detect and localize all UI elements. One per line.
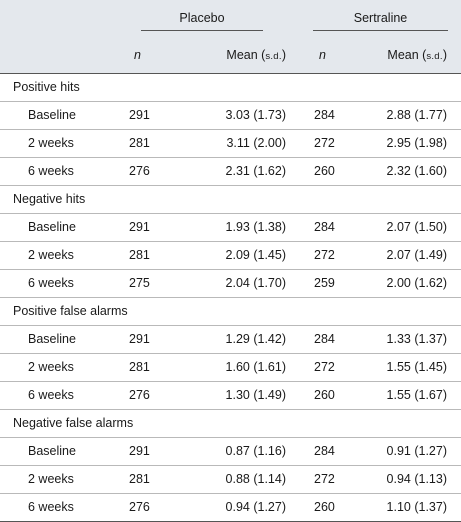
sertraline-n-cell: 284 bbox=[314, 444, 335, 458]
sertraline-n-cell: 272 bbox=[314, 472, 335, 486]
group-underline-placebo bbox=[141, 30, 263, 31]
table-row bbox=[0, 242, 461, 270]
section-title: Negative hits bbox=[13, 192, 86, 206]
mean-header-text: Mean ( bbox=[387, 48, 427, 62]
table-row bbox=[0, 130, 461, 158]
table-row bbox=[0, 354, 461, 382]
group-underline-sertraline bbox=[313, 30, 448, 31]
row-label: 2 weeks bbox=[28, 360, 74, 374]
sertraline-n-cell: 272 bbox=[314, 248, 335, 262]
row-label: Baseline bbox=[28, 108, 76, 122]
sertraline-mean-cell: 2.88 (1.77) bbox=[386, 108, 447, 122]
table-row bbox=[0, 466, 461, 494]
section-row bbox=[0, 410, 461, 438]
placebo-n-cell: 276 bbox=[129, 388, 150, 402]
sertraline-n-cell: 259 bbox=[314, 276, 335, 290]
sertraline-n-cell: 260 bbox=[314, 164, 335, 178]
sertraline-n-cell: 272 bbox=[314, 136, 335, 150]
row-label: Baseline bbox=[28, 332, 76, 346]
sertraline-n-cell: 284 bbox=[314, 220, 335, 234]
table-row bbox=[0, 214, 461, 242]
mean-header-text: Mean ( bbox=[226, 48, 266, 62]
section-title: Negative false alarms bbox=[13, 416, 134, 430]
sertraline-mean-cell: 2.00 (1.62) bbox=[386, 276, 447, 290]
placebo-mean-cell: 1.29 (1.42) bbox=[225, 332, 286, 346]
row-label: 6 weeks bbox=[28, 500, 74, 514]
sertraline-n-cell: 284 bbox=[314, 108, 335, 122]
table-row bbox=[0, 326, 461, 354]
row-label: 6 weeks bbox=[28, 164, 74, 178]
placebo-n-cell: 276 bbox=[129, 164, 150, 178]
placebo-n-cell: 281 bbox=[129, 360, 150, 374]
group-header-placebo: Placebo bbox=[179, 11, 225, 25]
placebo-mean-cell: 3.11 (2.00) bbox=[226, 136, 286, 150]
mean-header-placebo bbox=[226, 48, 286, 62]
sertraline-n-cell: 260 bbox=[314, 500, 335, 514]
sertraline-mean-cell: 1.55 (1.67) bbox=[386, 388, 447, 402]
sertraline-mean-cell: 2.07 (1.50) bbox=[386, 220, 447, 234]
sertraline-n-cell: 272 bbox=[314, 360, 335, 374]
placebo-n-cell: 281 bbox=[129, 248, 150, 262]
placebo-n-cell: 291 bbox=[129, 220, 150, 234]
placebo-mean-cell: 2.09 (1.45) bbox=[225, 248, 286, 262]
placebo-mean-cell: 2.31 (1.62) bbox=[225, 164, 286, 178]
section-title: Positive false alarms bbox=[13, 304, 128, 318]
placebo-mean-cell: 3.03 (1.73) bbox=[225, 108, 286, 122]
mean-header-close: ) bbox=[281, 48, 286, 62]
sertraline-mean-cell: 0.91 (1.27) bbox=[386, 444, 447, 458]
section-title: Positive hits bbox=[13, 80, 80, 94]
row-label: 6 weeks bbox=[28, 388, 74, 402]
sertraline-mean-cell: 0.94 (1.13) bbox=[386, 472, 447, 486]
sertraline-mean-cell: 2.07 (1.49) bbox=[386, 248, 447, 262]
row-label: Baseline bbox=[28, 220, 76, 234]
sertraline-mean-cell: 1.33 (1.37) bbox=[386, 332, 447, 346]
row-label: 2 weeks bbox=[28, 136, 74, 150]
placebo-n-cell: 281 bbox=[129, 472, 150, 486]
placebo-n-cell: 291 bbox=[129, 108, 150, 122]
row-label: 2 weeks bbox=[28, 248, 74, 262]
placebo-mean-cell: 0.87 (1.16) bbox=[225, 444, 286, 458]
mean-header-sertraline bbox=[387, 48, 447, 62]
group-header-sertraline: Sertraline bbox=[353, 11, 408, 25]
sertraline-mean-cell: 1.55 (1.45) bbox=[386, 360, 447, 374]
sertraline-mean-cell: 2.95 (1.98) bbox=[386, 136, 447, 150]
section-row bbox=[0, 74, 461, 102]
row-label: 6 weeks bbox=[28, 276, 74, 290]
sertraline-n-cell: 284 bbox=[314, 332, 335, 346]
sertraline-n-cell: 260 bbox=[314, 388, 335, 402]
table-row bbox=[0, 158, 461, 186]
placebo-mean-cell: 0.88 (1.14) bbox=[225, 472, 286, 486]
sd-header-text: s.d. bbox=[265, 51, 282, 62]
placebo-mean-cell: 1.93 (1.38) bbox=[225, 220, 286, 234]
n-header-sertraline: n bbox=[319, 48, 326, 62]
table-header bbox=[0, 0, 461, 74]
placebo-mean-cell: 1.60 (1.61) bbox=[225, 360, 286, 374]
placebo-n-cell: 291 bbox=[129, 332, 150, 346]
mean-header-close: ) bbox=[442, 48, 447, 62]
table-row bbox=[0, 102, 461, 130]
table-row bbox=[0, 494, 461, 522]
table-row bbox=[0, 382, 461, 410]
sertraline-mean-cell: 2.32 (1.60) bbox=[386, 164, 447, 178]
placebo-mean-cell: 0.94 (1.27) bbox=[225, 500, 286, 514]
placebo-mean-cell: 1.30 (1.49) bbox=[225, 388, 286, 402]
placebo-n-cell: 276 bbox=[129, 500, 150, 514]
table-row bbox=[0, 438, 461, 466]
placebo-n-cell: 291 bbox=[129, 444, 150, 458]
row-label: Baseline bbox=[28, 444, 76, 458]
sertraline-mean-cell: 1.10 (1.37) bbox=[386, 500, 447, 514]
row-label: 2 weeks bbox=[28, 472, 74, 486]
n-header-placebo: n bbox=[134, 48, 141, 62]
placebo-n-cell: 281 bbox=[129, 136, 150, 150]
section-row bbox=[0, 186, 461, 214]
placebo-mean-cell: 2.04 (1.70) bbox=[225, 276, 286, 290]
table-row bbox=[0, 270, 461, 298]
placebo-n-cell: 275 bbox=[129, 276, 150, 290]
sd-header-text: s.d. bbox=[426, 51, 443, 62]
section-row bbox=[0, 298, 461, 326]
